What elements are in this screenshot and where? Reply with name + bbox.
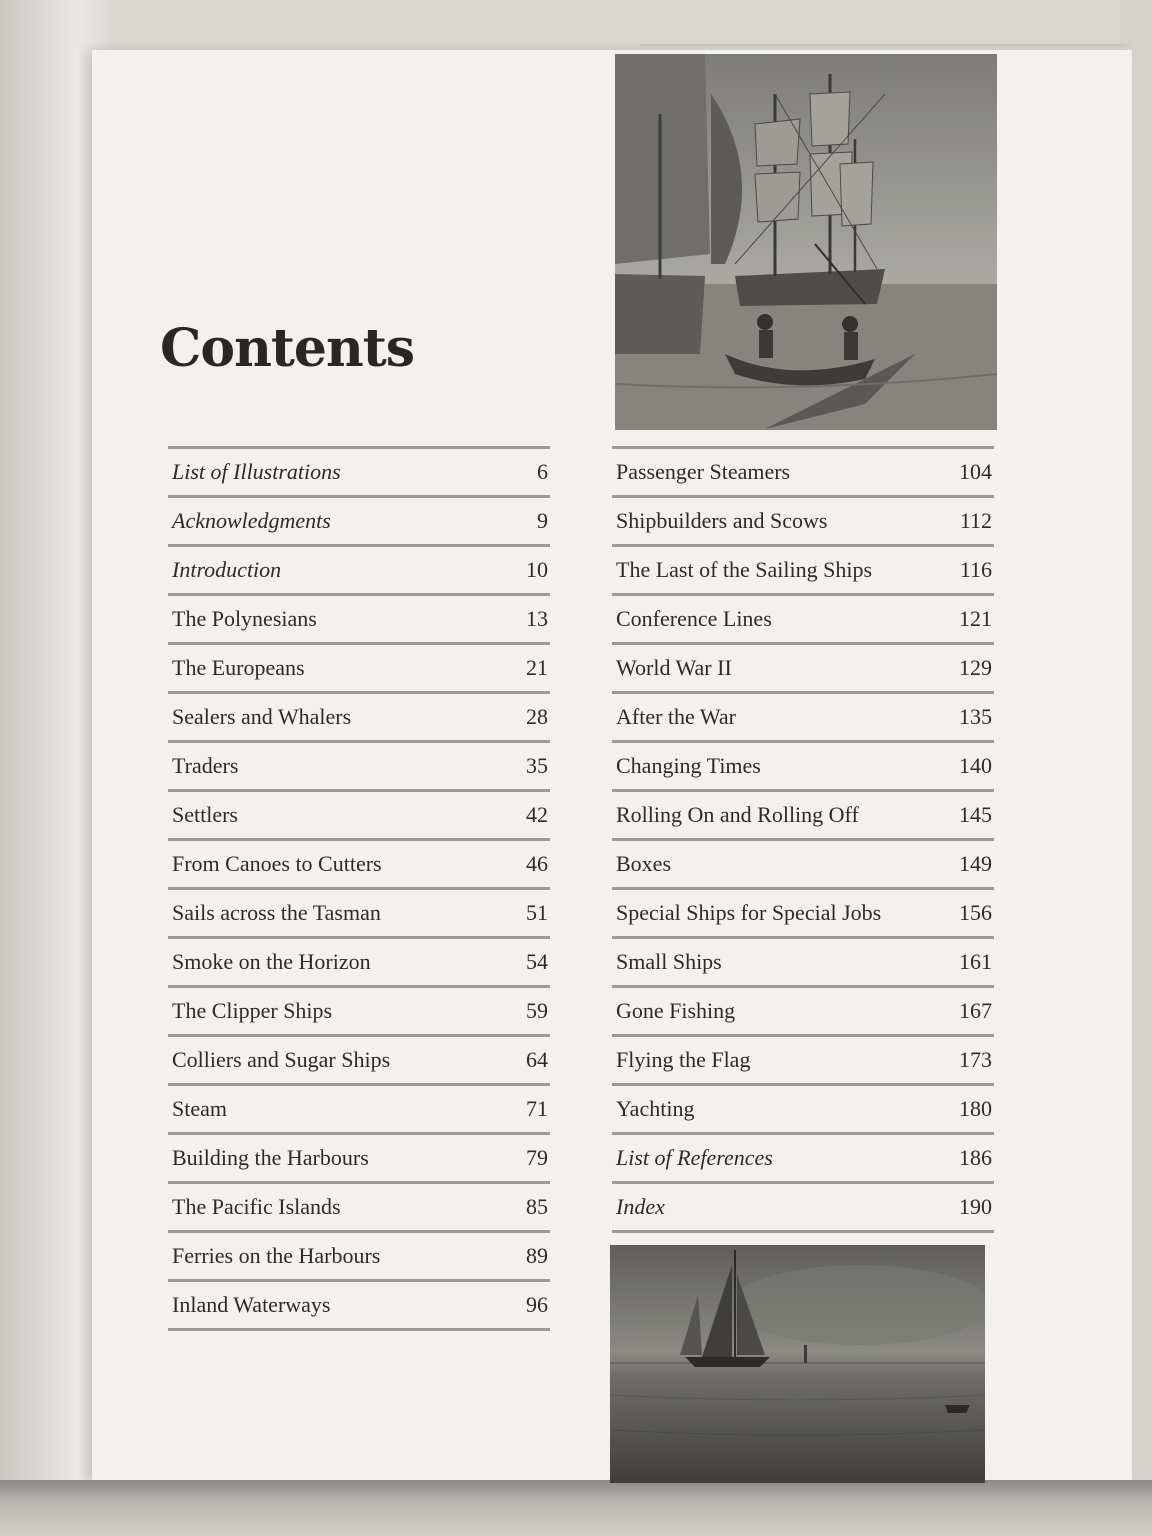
toc-entry-title: Traders — [172, 753, 239, 778]
toc-entry-page-number: 116 — [959, 557, 992, 582]
toc-entry-page-number: 46 — [526, 851, 548, 876]
toc-entry-page-number: 21 — [526, 655, 548, 680]
toc-entry-page-number: 6 — [537, 459, 548, 484]
toc-entry-inland-waterways[interactable] — [168, 1282, 550, 1331]
toc-entry-passenger-steamers[interactable] — [612, 449, 994, 498]
toc-entry-page-number: 89 — [526, 1243, 548, 1268]
toc-entry-page-number: 28 — [526, 704, 548, 729]
toc-entry-traders[interactable] — [168, 743, 550, 792]
toc-entry-rolling-on-and-rolling-off[interactable] — [612, 792, 994, 841]
toc-entry-page-number: 104 — [959, 459, 992, 484]
toc-entry-title: The Europeans — [172, 655, 305, 680]
toc-entry-page-number: 167 — [959, 998, 992, 1023]
toc-entry-page-number: 129 — [959, 655, 992, 680]
toc-entry-page-number: 51 — [526, 900, 548, 925]
toc-entry-from-canoes-to-cutters[interactable] — [168, 841, 550, 890]
toc-entry-title: Sealers and Whalers — [172, 704, 352, 729]
toc-entry-title: Index — [616, 1194, 665, 1219]
toc-entry-changing-times[interactable] — [612, 743, 994, 792]
toc-entry-title: The Clipper Ships — [172, 998, 333, 1023]
sailing-ship-seascape — [610, 1245, 985, 1483]
toc-entry-sealers-and-whalers[interactable] — [168, 694, 550, 743]
toc-entry-title: Yachting — [616, 1096, 695, 1121]
toc-entry-page-number: 85 — [526, 1194, 548, 1219]
toc-entry-title: Shipbuilders and Scows — [616, 508, 828, 533]
toc-entry-page-number: 145 — [959, 802, 992, 827]
toc-entry-yachting[interactable] — [612, 1086, 994, 1135]
toc-entry-title: Special Ships for Special Jobs — [616, 900, 882, 925]
toc-entry-the-polynesians[interactable] — [168, 596, 550, 645]
toc-entry-the-pacific-islands[interactable] — [168, 1184, 550, 1233]
toc-entry-page-number: 10 — [526, 557, 548, 582]
toc-entry-index[interactable] — [612, 1184, 994, 1233]
toc-entry-page-number: 121 — [959, 606, 992, 631]
toc-entry-page-number: 59 — [526, 998, 548, 1023]
toc-entry-title: Gone Fishing — [616, 998, 736, 1023]
table-surface — [0, 1480, 1152, 1536]
toc-entry-acknowledgments[interactable] — [168, 498, 550, 547]
toc-entry-boxes[interactable] — [612, 841, 994, 890]
toc-entry-page-number: 156 — [959, 900, 992, 925]
toc-entry-ferries-on-the-harbours[interactable] — [168, 1233, 550, 1282]
toc-entry-title: Passenger Steamers — [616, 459, 791, 484]
toc-entry-after-the-war[interactable] — [612, 694, 994, 743]
toc-entry-flying-the-flag[interactable] — [612, 1037, 994, 1086]
toc-entry-page-number: 173 — [959, 1047, 992, 1072]
contents-list-left — [168, 446, 550, 1331]
toc-entry-title: After the War — [616, 704, 736, 729]
toc-entry-small-ships[interactable] — [612, 939, 994, 988]
toc-entry-page-number: 135 — [959, 704, 992, 729]
toc-entry-page-number: 42 — [526, 802, 548, 827]
toc-entry-page-number: 9 — [537, 508, 548, 533]
toc-entry-title: Rolling On and Rolling Off — [616, 802, 859, 827]
toc-entry-page-number: 186 — [959, 1145, 992, 1170]
toc-entry-title: Smoke on the Horizon — [172, 949, 371, 974]
page-title: Contents — [160, 318, 415, 379]
toc-entry-page-number: 140 — [959, 753, 992, 778]
toc-entry-page-number: 190 — [959, 1194, 992, 1219]
toc-entry-title: Steam — [172, 1096, 227, 1121]
toc-entry-smoke-on-the-horizon[interactable] — [168, 939, 550, 988]
toc-entry-colliers-and-sugar-ships[interactable] — [168, 1037, 550, 1086]
toc-entry-title: Acknowledgments — [172, 508, 331, 533]
toc-entry-title: Introduction — [172, 557, 282, 582]
toc-entry-title: Settlers — [172, 802, 238, 827]
toc-entry-title: Flying the Flag — [616, 1047, 751, 1072]
toc-entry-settlers[interactable] — [168, 792, 550, 841]
toc-entry-title: Boxes — [616, 851, 671, 876]
toc-entry-page-number: 180 — [959, 1096, 992, 1121]
toc-entry-page-number: 161 — [959, 949, 992, 974]
toc-entry-title: Building the Harbours — [172, 1145, 369, 1170]
toc-entry-page-number: 64 — [526, 1047, 548, 1072]
toc-entry-title: Colliers and Sugar Ships — [172, 1047, 391, 1072]
toc-entry-title: The Last of the Sailing Ships — [616, 557, 873, 582]
toc-entry-special-ships-for-special-jobs[interactable] — [612, 890, 994, 939]
toc-entry-world-war-ii[interactable] — [612, 645, 994, 694]
toc-entry-title: From Canoes to Cutters — [172, 851, 382, 876]
toc-entry-building-the-harbours[interactable] — [168, 1135, 550, 1184]
toc-entry-the-europeans[interactable] — [168, 645, 550, 694]
toc-entry-title: Inland Waterways — [172, 1292, 331, 1317]
toc-entry-title: World War II — [616, 655, 732, 680]
toc-entry-title: List of References — [616, 1145, 773, 1170]
toc-entry-list-of-references[interactable] — [612, 1135, 994, 1184]
toc-entry-title: Conference Lines — [616, 606, 772, 631]
toc-entry-sails-across-the-tasman[interactable] — [168, 890, 550, 939]
toc-entry-page-number: 149 — [959, 851, 992, 876]
toc-entry-shipbuilders-and-scows[interactable] — [612, 498, 994, 547]
toc-entry-title: Sails across the Tasman — [172, 900, 381, 925]
toc-entry-page-number: 112 — [959, 508, 992, 533]
toc-entry-page-number: 54 — [526, 949, 548, 974]
contents-list-right — [612, 446, 994, 1233]
toc-entry-page-number: 13 — [526, 606, 548, 631]
toc-entry-title: Ferries on the Harbours — [172, 1243, 381, 1268]
toc-entry-gone-fishing[interactable] — [612, 988, 994, 1037]
toc-entry-title: List of Illustrations — [172, 459, 341, 484]
toc-entry-the-clipper-ships[interactable] — [168, 988, 550, 1037]
toc-entry-page-number: 79 — [526, 1145, 548, 1170]
toc-entry-conference-lines[interactable] — [612, 596, 994, 645]
toc-entry-the-last-of-the-sailing-ships[interactable] — [612, 547, 994, 596]
toc-entry-page-number: 71 — [526, 1096, 548, 1121]
toc-entry-introduction[interactable] — [168, 547, 550, 596]
sailing-ships-engraving — [615, 54, 997, 430]
toc-entry-title: The Polynesians — [172, 606, 317, 631]
toc-entry-title: Changing Times — [616, 753, 761, 778]
toc-entry-title: The Pacific Islands — [172, 1194, 341, 1219]
toc-entry-title: Small Ships — [616, 949, 722, 974]
toc-entry-list-of-illustrations[interactable] — [168, 449, 550, 498]
toc-entry-page-number: 96 — [526, 1292, 548, 1317]
toc-entry-steam[interactable] — [168, 1086, 550, 1135]
toc-entry-page-number: 35 — [526, 753, 548, 778]
